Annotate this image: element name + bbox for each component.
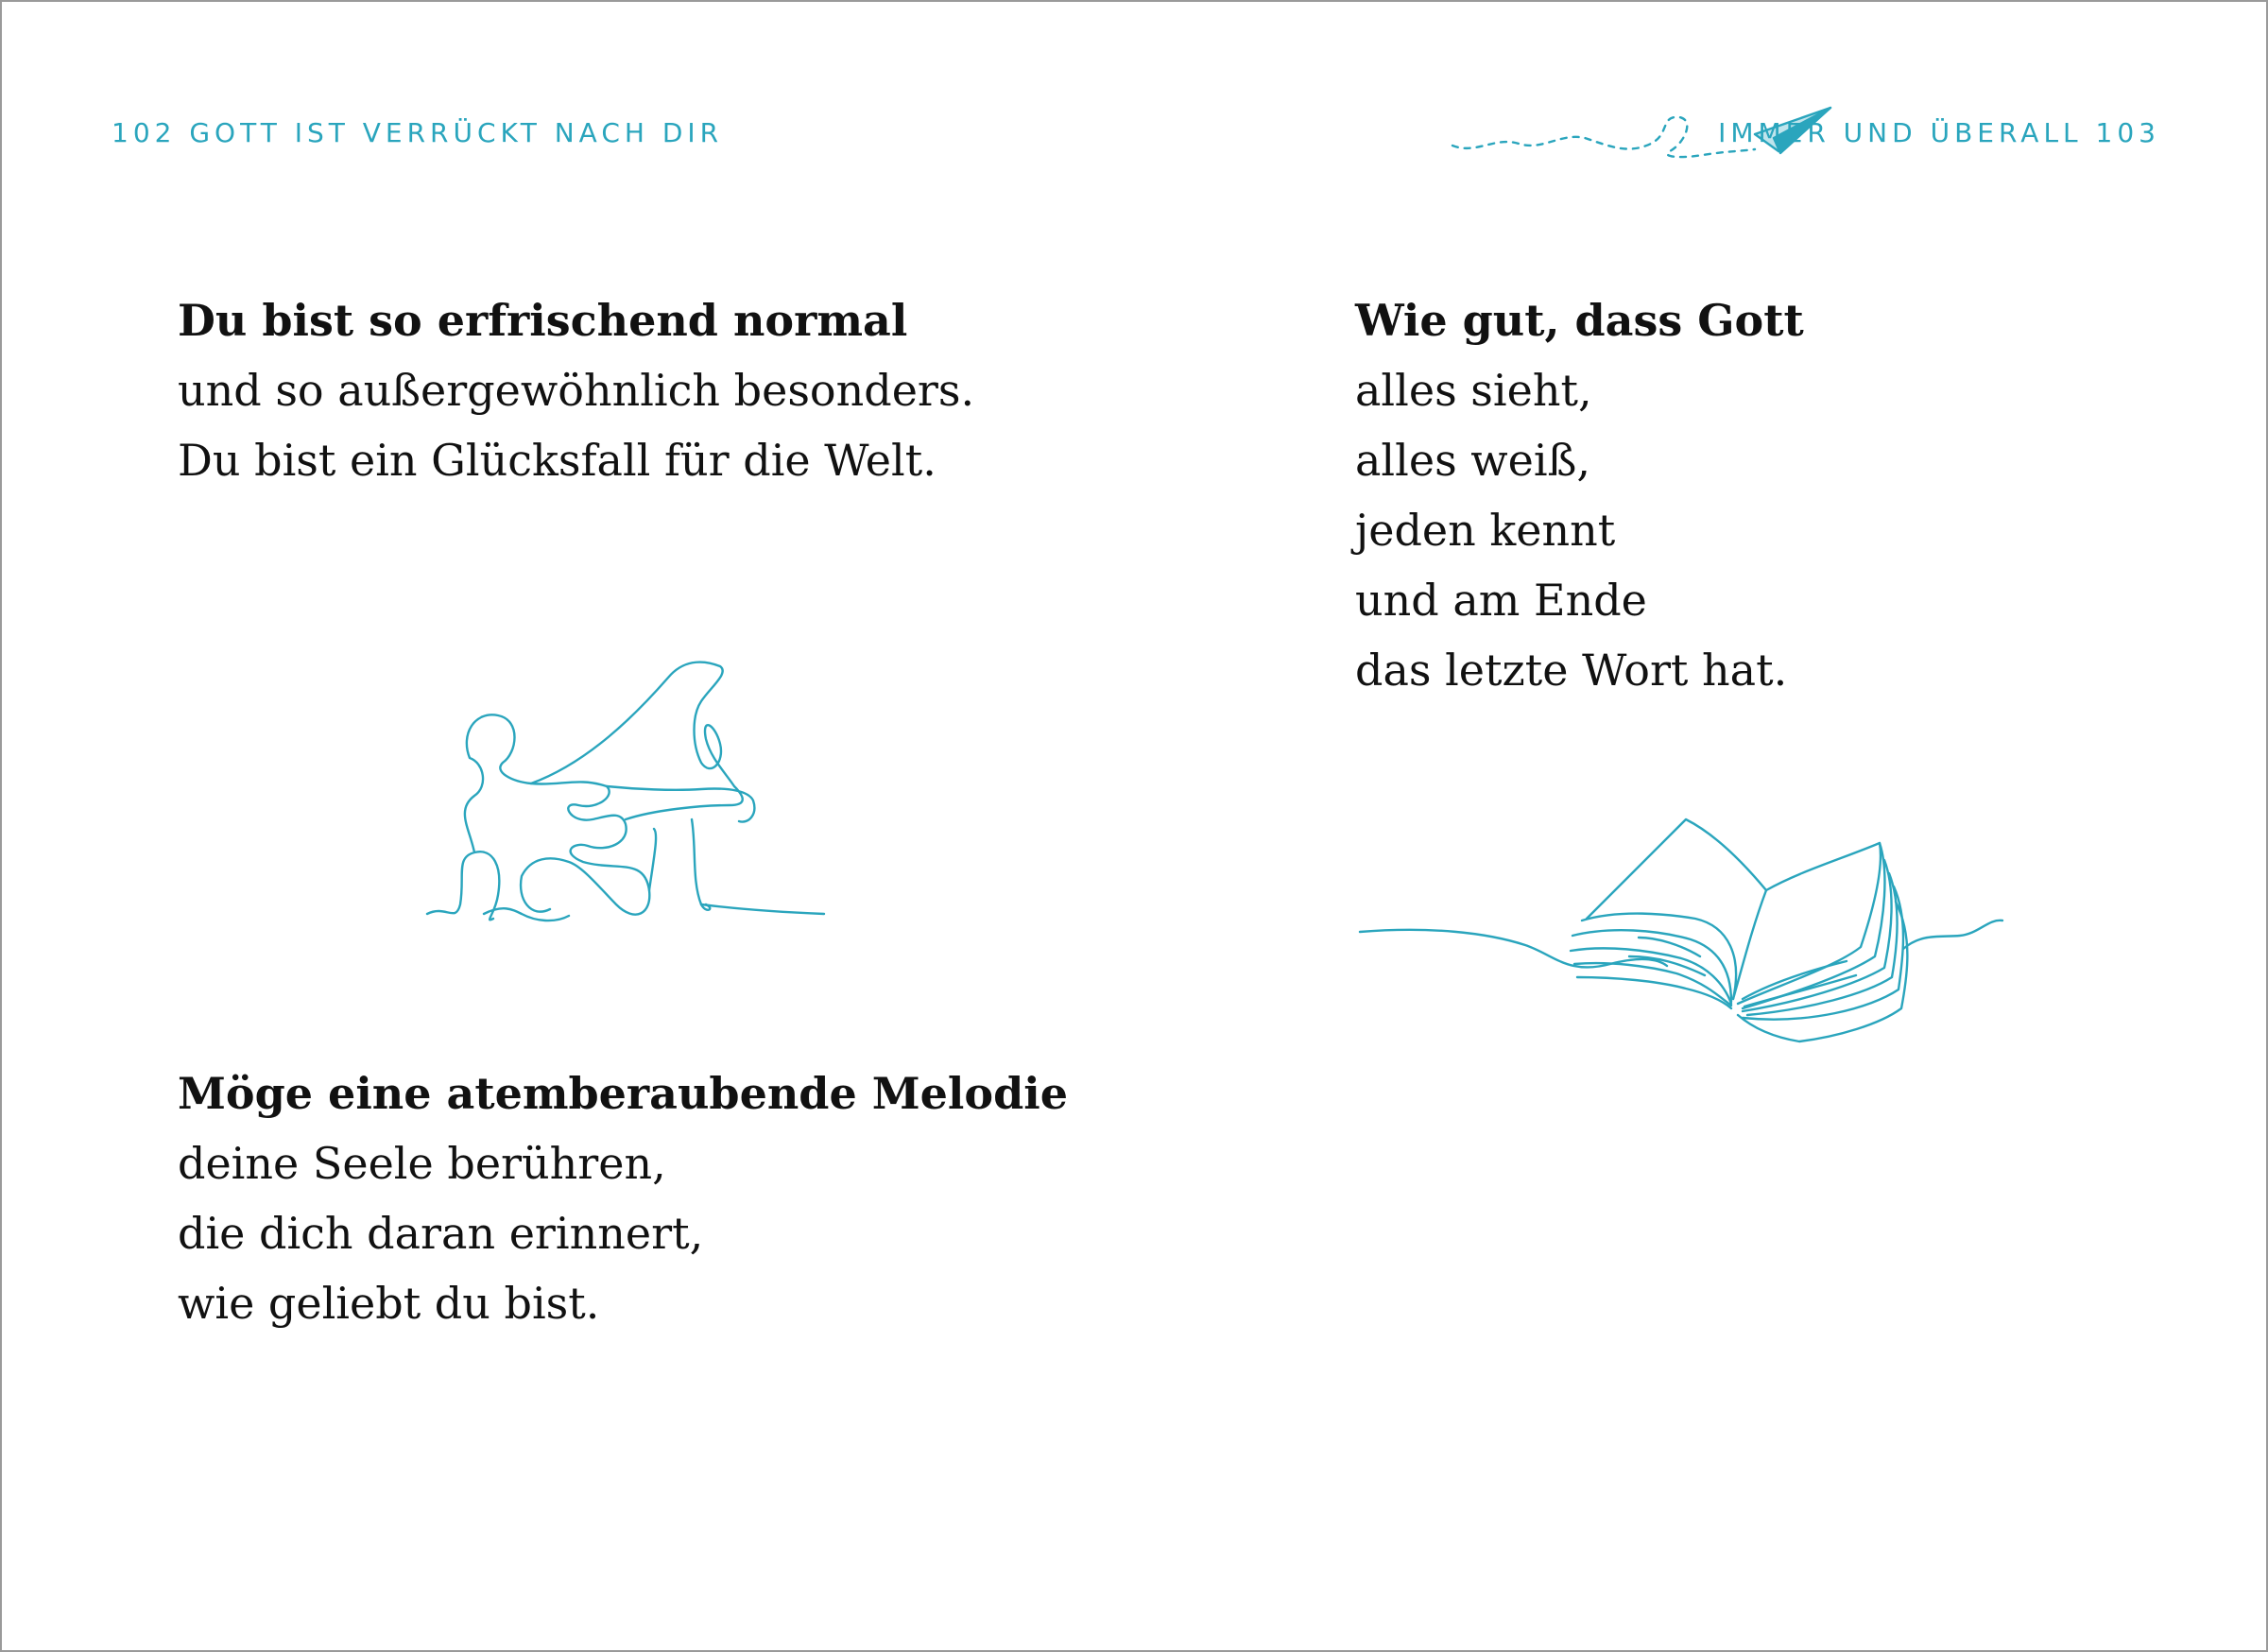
poem-line: jeden kennt	[1355, 505, 1616, 556]
poem-line: alles weiß,	[1355, 435, 1590, 486]
open-book-icon	[1355, 815, 2187, 1070]
running-head-right: IMMER UND ÜBERALL 103	[1718, 117, 2160, 148]
poem-line: das letzte Wort hat.	[1355, 645, 1788, 696]
poem-line: und am Ende	[1355, 575, 1647, 626]
running-head-left: 102 GOTT IST VERRÜCKT NACH DIR	[112, 117, 724, 148]
poem-line: deine Seele berühren,	[178, 1138, 666, 1189]
left-page	[2, 2, 1136, 1650]
poem-normal	[178, 285, 974, 495]
poem-title: Wie gut, dass Gott	[1355, 295, 1804, 346]
right-page	[1136, 2, 2268, 1650]
poem-line: alles sieht,	[1355, 365, 1592, 416]
poem-title: Möge eine atemberaubende Melodie	[178, 1068, 1068, 1119]
poem-line: Du bist ein Glücksfall für die Welt.	[178, 435, 936, 486]
poem-gott	[1355, 285, 1804, 705]
poem-line: und so außergewöhnlich besonders.	[178, 365, 975, 416]
poem-melodie	[178, 1058, 1068, 1338]
piano-player-icon	[418, 621, 852, 942]
poem-line: wie geliebt du bist.	[178, 1278, 600, 1329]
poem-line: die dich daran erinnert,	[178, 1208, 704, 1259]
poem-title: Du bist so erfrischend normal	[178, 295, 908, 346]
